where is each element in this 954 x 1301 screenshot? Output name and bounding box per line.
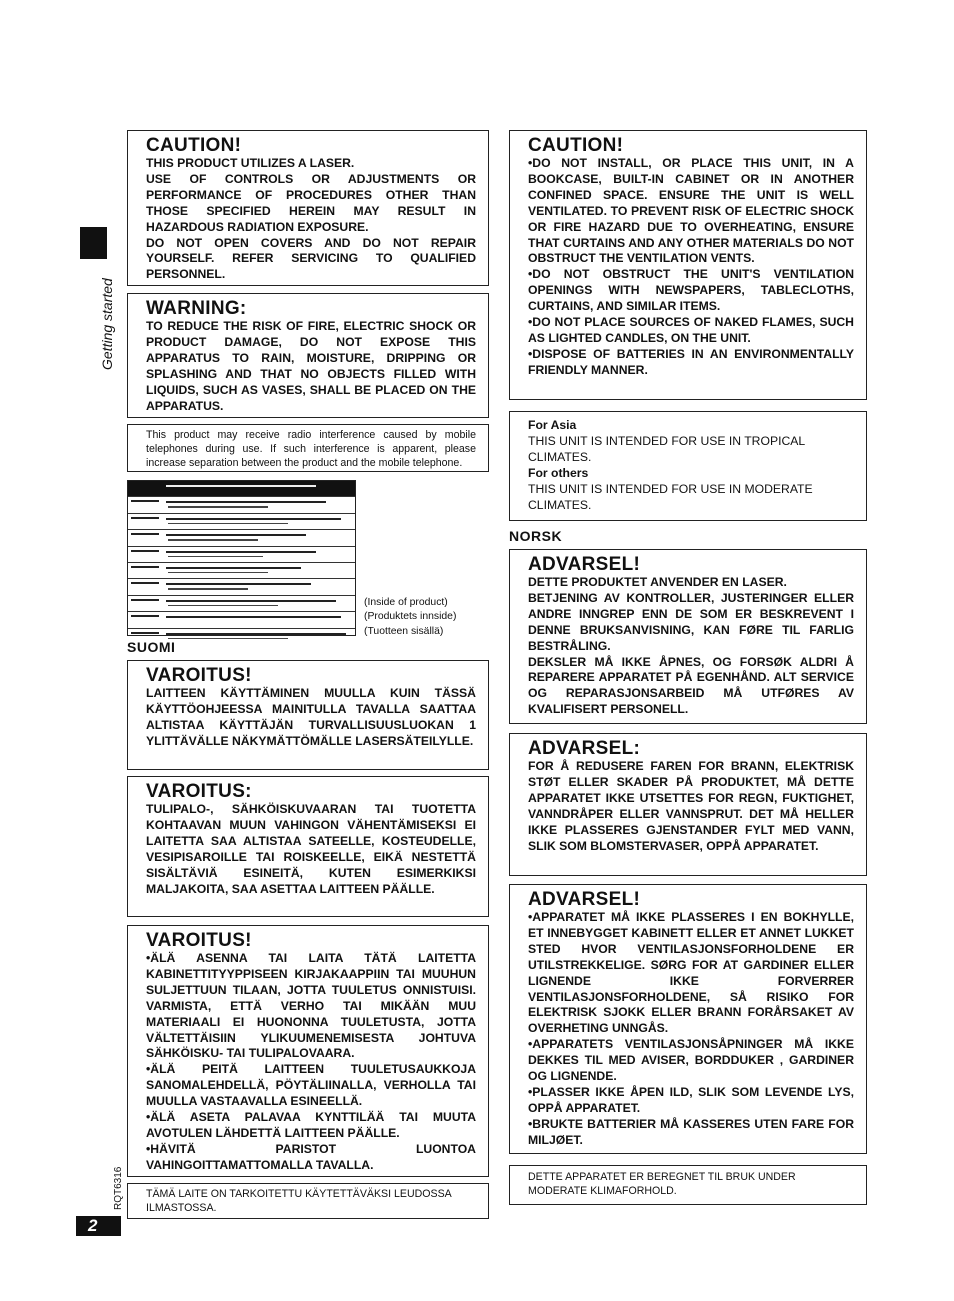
region-climate-box <box>509 411 867 521</box>
varoitus-title: VAROITUS! <box>146 930 252 951</box>
varoitus-laser-box <box>127 660 489 770</box>
advarsel-paragraph: BETJENING AV KONTROLLER, JUSTERINGER ELLER ANDRE INNGREP ENN DE SOM ER BESKREVENT I DENNE BRUKSANVISNING, KAN FØRE TIL FARLIG BESTRÅLING. <box>528 590 854 653</box>
caution-list <box>528 156 854 379</box>
advarsel-text: FOR Å REDUSERE FAREN FOR BRANN, ELEKTRISK STØT ELLER SKADER PÅ PRODUKTET, MÅ DETTE APPARATET IKKE UTSETTES FOR REGN, FUKTIGHET, VANNDRÅPER ELLER VANNSPRUT. DET MÅ HELLER IKKE PLASSERES GJENSTANDER FYLT MED VANN, SLIK SOM BLOMSTERVASER, OPPÅ APPARATET. <box>528 759 854 853</box>
advarsel-title: ADVARSEL! <box>528 889 641 910</box>
page-number: 2 <box>76 1216 121 1236</box>
caution-laser-box <box>127 130 489 286</box>
advarsel-installation-box <box>509 884 867 1154</box>
caution-paragraph: THIS PRODUCT UTILIZES A LASER. <box>146 156 355 170</box>
list-item: • ÄLÄ PEITÄ LAITTEEN TUULETUSAUKKOJA SANOMALEHDELLÄ, PÖYTÄLIINALLA, VERHOLLA TAI MUULLA VASTAAVALLA ESINEELLÄ. <box>146 1062 476 1110</box>
advarsel-paragraph: DEKSLER MÅ IKKE ÅPNES, OG FORSØK ALDRI Å REPARERE APPARATET PÅ EGENHÅND. ALT SERVICE OG REPARASJONSARBEID MÅ UTFØRES AV KVALIFISERT PERSONELL. <box>528 654 854 717</box>
list-item: • HÄVITÄ PARISTOT LUONTOA VAHINGOITTAMATTOMALLA TAVALLA. <box>146 1142 476 1174</box>
warning-text: TO REDUCE THE RISK OF FIRE, ELECTRIC SHOCK OR PRODUCT DAMAGE, DO NOT EXPOSE THIS APPARATUS TO RAIN, MOISTURE, DRIPPING OR SPLASHING AND THAT NO OBJECTS FILLED WITH LIQUIDS, SUCH AS VASES, SHALL BE PLACED ON THE APPARATUS. <box>146 319 476 413</box>
caution-paragraph: USE OF CONTROLS OR ADJUSTMENTS OR PERFORMANCE OF PROCEDURES OTHER THAN THOSE SPECIFIED HEREIN MAY RESULT IN HAZARDOUS RADIATION EXPOSURE. <box>146 171 476 234</box>
others-text: THIS UNIT IS INTENDED FOR USE IN MODERATE CLIMATES. <box>528 481 813 512</box>
asia-label: For Asia <box>528 418 577 432</box>
list-item: • APPARATET MÅ IKKE PLASSERES I EN BOKHYLLE, ET INNEBYGGET KABINETT ELLER ET ANNET LUKKET STED HVOR VENTILASJONSFORHOLDENE ER UTILSTREKKELIGE. SØRG FOR AT GARDINER ELLER LIGNENDE IKKE FORVERRER VENTILASJONSFORHOLDENE, SÅ RISIKO FOR ELEKTRISK SJOKK ELLER BRANN FORÅRSAKET AV OVERHETING UNNGÅS. <box>528 910 854 1037</box>
advarsel-title: ADVARSEL: <box>528 738 641 759</box>
label-caption <box>364 596 456 639</box>
suomi-section-label: SUOMI <box>127 639 176 655</box>
list-item: • PLASSER IKKE ÅPEN ILD, SLIK SOM LEVENDE LYS, OPPÅ APPARATET. <box>528 1085 854 1117</box>
mobile-note-text: This product may receive radio interference caused by mobile telephones during use. If such interference is apparent, please increase separation between the product and the mobile telephone. <box>146 429 476 470</box>
caption-line: (Tuotteen sisällä) <box>364 625 444 637</box>
advarsel-list <box>528 910 854 1149</box>
varoitus-fire-box <box>127 776 489 917</box>
advarsel-laser-box <box>509 549 867 724</box>
asia-text: THIS UNIT IS INTENDED FOR USE IN TROPICAL CLIMATES. <box>528 433 805 464</box>
advarsel-paragraph: DETTE PRODUKTET ANVENDER EN LASER. <box>528 575 787 589</box>
list-item: • ÄLÄ ASETA PALAVAA KYNTTILÄÄ TAI MUUTA AVOTULEN LÄHDETTÄ LAITTEEN PÄÄLLE. <box>146 1110 476 1142</box>
varoitus-text: TULIPALO-, SÄHKÖISKUVAARAN TAI TUOTETTA KOHTAAVAN MUUN VAHINGON VÄHENTÄMISEKSI EI LAITETTA SAA ALTISTAA SATEELLE, KOSTEUDELLE, VESIPISAROILLE TAI ROISKEELLE, EIKÄ NESTETTÄ SISÄLTÄVIÄ ESINEITÄ, KUTEN ESIMERKIKSI MALJAKOITA, SAA ASETTAA LAITTEEN PÄÄLLE. <box>146 802 476 896</box>
caption-line: (Produktets innside) <box>364 611 457 623</box>
caution-paragraph: DO NOT OPEN COVERS AND DO NOT REPAIR YOURSELF. REFER SERVICING TO QUALIFIED PERSONNEL. <box>146 235 476 282</box>
caption-line: (Inside of product) <box>364 597 448 608</box>
list-item: • DO NOT PLACE SOURCES OF NAKED FLAMES, SUCH AS LIGHTED CANDLES, ON THE UNIT. <box>528 315 854 347</box>
mobile-interference-note <box>127 424 489 472</box>
caution-title: CAUTION! <box>146 135 242 156</box>
section-title: Getting started <box>99 278 115 370</box>
climate-note-text: TÄMÄ LAITE ON TARKOITETTU KÄYTETTÄVÄKSI LEUDOSSA ILMASTOSSA. <box>146 1188 452 1215</box>
list-item: • BRUKTE BATTERIER MÅ KASSERES UTEN FARE FOR MILJØET. <box>528 1117 854 1149</box>
varoitus-title: VAROITUS! <box>146 665 252 686</box>
warning-box <box>127 293 489 418</box>
caution-title: CAUTION! <box>528 135 624 156</box>
advarsel-title: ADVARSEL! <box>528 554 641 575</box>
norwegian-climate-note <box>509 1165 867 1205</box>
climate-note-text: DETTE APPARATET ER BEREGNET TIL BRUK UNDER MODERATE KLIMAFORHOLD. <box>528 1171 796 1198</box>
varoitus-installation-box <box>127 925 489 1177</box>
section-tab-marker <box>80 227 107 259</box>
list-item: • DISPOSE OF BATTERIES IN AN ENVIRONMENTALLY FRIENDLY MANNER. <box>528 347 854 379</box>
varoitus-list <box>146 951 476 1174</box>
laser-warning-label-image <box>127 480 356 636</box>
varoitus-title: VAROITUS: <box>146 781 252 802</box>
warning-title: WARNING: <box>146 298 247 319</box>
finnish-climate-note <box>127 1183 489 1219</box>
list-item: • DO NOT INSTALL, OR PLACE THIS UNIT, IN A BOOKCASE, BUILT-IN CABINET OR IN ANOTHER CONFINED SPACE. ENSURE THE UNIT IS WELL VENTILATED. TO PREVENT RISK OF ELECTRIC SHOCK OR FIRE HAZARD DUE TO OVERHEATING, ENSURE THAT CURTAINS AND ANY OTHER MATERIALS DO NOT OBSTRUCT THE VENTILATION VENTS. <box>528 156 854 267</box>
document-code: RQT6316 <box>113 1166 124 1210</box>
norsk-section-label: NORSK <box>509 528 563 544</box>
caution-ventilation-box <box>509 130 867 400</box>
list-item: • ÄLÄ ASENNA TAI LAITA TÄTÄ LAITETTA KABINETTITYYPPISEEN KIRJAKAAPPIIN TAI MUUHUN SULJETTUUN TILAAN, JOTTA TUULETUS ONNISTUISI. VARMISTA, ETTÄ VERHO TAI MIKÄÄN MUU MATERIAALI EI HUONONNA TUULETUSTA, JOTTA VÄLTETTÄISIIN YLIKUUMENEMISESTA JOHTUVA SÄHKÖISKU- TAI TULIPALOVAARA. <box>146 951 476 1062</box>
list-item: • DO NOT OBSTRUCT THE UNIT'S VENTILATION OPENINGS WITH NEWSPAPERS, TABLECLOTHS, CURTAINS, AND SIMILAR ITEMS. <box>528 267 854 315</box>
advarsel-fire-box <box>509 733 867 876</box>
others-label: For others <box>528 465 589 480</box>
list-item: • APPARATETS VENTILASJONSÅPNINGER MÅ IKKE DEKKES TIL MED AVISER, BORDDUKER , GARDINER OG LIGNENDE. <box>528 1037 854 1085</box>
varoitus-text: LAITTEEN KÄYTTÄMINEN MUULLA KUIN TÄSSÄ KÄYTTÖOHJEESSA MAINITULLA TAVALLA SAATTAA ALTISTAA KÄYTTÄJÄN TURVALLISUUSLUOKAN 1 YLITTÄVÄLLE NÄKYMÄTTÖMÄLLE LASERSÄTEILYLLE. <box>146 686 476 748</box>
